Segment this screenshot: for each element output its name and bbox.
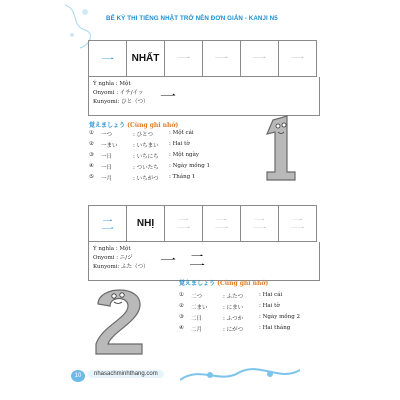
kanji-practice-grid-1 <box>88 40 317 77</box>
kanji-cell: 二 <box>89 206 127 242</box>
onyomi-text: Onyomi : ニ/ジ <box>93 255 133 261</box>
kanji-practice-grid-2 <box>88 205 317 242</box>
vocab-reading: : いちまい <box>133 143 159 149</box>
website-link[interactable]: nhasachminhthang.com <box>88 370 164 378</box>
vocab-num: ④ <box>89 163 94 169</box>
mascot-number-one <box>255 112 305 188</box>
vocab-meaning: : Một cái <box>169 130 194 136</box>
mascot-number-two <box>88 282 152 362</box>
vocab-num: ④ <box>179 325 184 331</box>
stroke-order-2: 一 二 <box>160 251 210 270</box>
vocab-reading: : にまい <box>223 305 244 311</box>
practice-cell: 二 <box>203 206 241 242</box>
vocab-word: 一日 <box>101 165 113 171</box>
vocab-reading: : にがつ <box>223 327 244 333</box>
vocab-num: ② <box>89 141 94 147</box>
vocab-num: ⑤ <box>89 174 94 180</box>
practice-cell: 二 <box>241 206 279 242</box>
vocab-num: ① <box>179 292 184 298</box>
vocab-meaning: : Hai cái <box>259 292 283 298</box>
vocab-heading-tag: (Cùng ghi nhớ) <box>217 280 269 287</box>
vocab-reading: : ひとつ <box>133 132 153 138</box>
vocab-num: ③ <box>89 152 94 158</box>
vocab-reading: : いちがつ <box>133 176 159 182</box>
vocab-word: 二つ <box>191 294 203 300</box>
vocab-heading-text: 覚えましょう <box>89 122 126 129</box>
practice-cell: 二 <box>165 206 203 242</box>
vocab-num: ② <box>179 303 184 309</box>
page-number: 10 <box>71 370 85 382</box>
vocab-meaning: : Hai tờ <box>259 303 280 309</box>
vocab-word: 二日 <box>191 316 203 322</box>
practice-cell: 一 <box>165 41 203 77</box>
kunyomi-text: Kunyomi: ふた（つ） <box>93 264 149 270</box>
onyomi-text: Onyomi : イチ/イッ <box>93 90 144 96</box>
practice-cell: 一 <box>241 41 279 77</box>
vocab-meaning: : Một ngày <box>169 152 199 158</box>
vocab-heading-text: 覚えましょう <box>179 280 216 287</box>
vocab-reading: : ふたつ <box>223 294 244 300</box>
vocab-meaning: : Ngày mồng 1 <box>169 163 210 169</box>
kanji-name: NHỊ <box>127 206 165 242</box>
vocab-word: 一日 <box>101 154 113 160</box>
page-title: BỂ KỲ THI TIẾNG NHẬT TRỞ NÊN ĐƠN GIẢN - KANJI N5 <box>106 15 278 22</box>
stroke-order-1: 一 <box>160 87 177 106</box>
kunyomi-text: Kunyomi: ひと（つ） <box>93 99 149 105</box>
vocab-reading: : いちにち <box>133 154 159 160</box>
vocab-meaning: : Hai tờ <box>169 141 190 147</box>
vocab-reading: : ふつか <box>223 316 244 322</box>
practice-cell: 二 <box>279 206 317 242</box>
kanji-info-box-1 <box>88 77 320 116</box>
practice-cell: 一 <box>203 41 241 77</box>
vocab-heading-1 <box>89 120 178 129</box>
vocab-meaning: : Ngày mồng 2 <box>259 314 300 320</box>
vocab-meaning: : Hai tháng <box>259 325 291 331</box>
vocab-word: 二月 <box>191 327 203 333</box>
vocab-reading: : ついたち <box>133 165 159 171</box>
vocab-heading-2 <box>179 278 268 287</box>
vocab-word: 一まい <box>101 143 118 149</box>
kanji-name: NHẤT <box>127 41 165 77</box>
kanji-cell: 一 <box>89 41 127 77</box>
vocab-meaning: : Tháng 1 <box>169 174 196 180</box>
vocab-word: 二まい <box>191 305 208 311</box>
corner-ornament-bottom <box>180 360 300 390</box>
meaning-text: Ý nghĩa : Một <box>93 81 131 87</box>
vocab-heading-tag: (Cùng ghi nhớ) <box>127 122 179 129</box>
practice-cell: 一 <box>279 41 317 77</box>
vocab-num: ① <box>89 130 94 136</box>
vocab-word: 一月 <box>101 176 113 182</box>
vocab-word: 一つ <box>101 132 113 138</box>
vocab-num: ③ <box>179 314 184 320</box>
meaning-text: Ý nghĩa : Một <box>93 246 131 252</box>
